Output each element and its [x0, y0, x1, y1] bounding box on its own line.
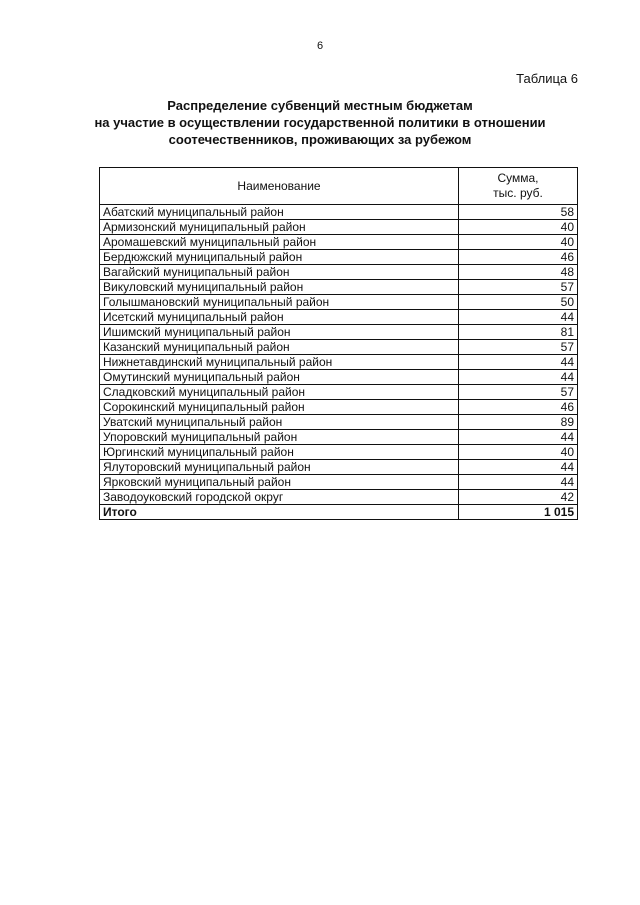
row-amount: 42: [459, 490, 578, 505]
table-row: [100, 355, 578, 370]
row-name: Ялуторовский муниципальный район: [100, 460, 459, 475]
table-row: [100, 250, 578, 265]
table-row: [100, 475, 578, 490]
table-row: [100, 400, 578, 415]
row-amount: 81: [459, 325, 578, 340]
row-name: Абатский муниципальный район: [100, 205, 459, 220]
table-row: [100, 340, 578, 355]
row-name: Бердюжский муниципальный район: [100, 250, 459, 265]
table-row: [100, 265, 578, 280]
row-name: Сладковский муниципальный район: [100, 385, 459, 400]
row-amount: 50: [459, 295, 578, 310]
row-amount: 57: [459, 340, 578, 355]
table-row: [100, 295, 578, 310]
row-amount: 44: [459, 310, 578, 325]
table-row: [100, 205, 578, 220]
row-amount: 40: [459, 445, 578, 460]
page-number: 6: [316, 40, 324, 52]
table-row: [100, 445, 578, 460]
title-line: соотечественников, проживающих за рубежом: [168, 132, 472, 147]
header-amount: [459, 168, 578, 205]
table-row: [100, 235, 578, 250]
row-name: Нижнетавдинский муниципальный район: [100, 355, 459, 370]
table-row: [100, 220, 578, 235]
row-name: Омутинский муниципальный район: [100, 370, 459, 385]
table-label: Таблица 6: [516, 71, 578, 86]
row-amount: 40: [459, 235, 578, 250]
row-amount: 44: [459, 355, 578, 370]
row-name: Голышмановский муниципальный район: [100, 295, 459, 310]
row-amount: 40: [459, 220, 578, 235]
table-row: [100, 415, 578, 430]
row-name: Упоровский муниципальный район: [100, 430, 459, 445]
table-row: [100, 490, 578, 505]
table-row: [100, 325, 578, 340]
table-header-row: [100, 168, 578, 205]
row-amount: 44: [459, 370, 578, 385]
table-row: [100, 280, 578, 295]
row-name: Уватский муниципальный район: [100, 415, 459, 430]
row-name: Ишимский муниципальный район: [100, 325, 459, 340]
row-amount: 44: [459, 475, 578, 490]
document-title: [60, 97, 580, 148]
row-name: Сорокинский муниципальный район: [100, 400, 459, 415]
row-amount: 57: [459, 280, 578, 295]
table-row: [100, 430, 578, 445]
table-row: [100, 460, 578, 475]
subsidy-table: [99, 167, 578, 520]
title-line: на участие в осуществлении государственной политики в отношении: [94, 115, 546, 130]
total-label: Итого: [100, 505, 459, 520]
row-name: Исетский муниципальный район: [100, 310, 459, 325]
row-amount: 44: [459, 430, 578, 445]
row-name: Заводоуковский городской округ: [100, 490, 459, 505]
row-amount: 89: [459, 415, 578, 430]
row-name: Вагайский муниципальный район: [100, 265, 459, 280]
row-amount: 58: [459, 205, 578, 220]
row-name: Юргинский муниципальный район: [100, 445, 459, 460]
row-name: Ярковский муниципальный район: [100, 475, 459, 490]
table-body: [100, 205, 578, 520]
row-amount: 48: [459, 265, 578, 280]
row-name: Армизонский муниципальный район: [100, 220, 459, 235]
table-row: [100, 310, 578, 325]
table-row: [100, 370, 578, 385]
total-row: [100, 505, 578, 520]
row-amount: 57: [459, 385, 578, 400]
row-name: Аромашевский муниципальный район: [100, 235, 459, 250]
row-amount: 44: [459, 460, 578, 475]
total-amount: 1 015: [459, 505, 578, 520]
row-name: Викуловский муниципальный район: [100, 280, 459, 295]
header-amount-line1: Сумма,: [497, 171, 539, 185]
title-line: Распределение субвенций местным бюджетам: [167, 98, 473, 113]
row-name: Казанский муниципальный район: [100, 340, 459, 355]
header-amount-line2: тыс. руб.: [493, 186, 543, 200]
row-amount: 46: [459, 400, 578, 415]
table-row: [100, 385, 578, 400]
header-name: Наименование: [100, 168, 459, 205]
row-amount: 46: [459, 250, 578, 265]
